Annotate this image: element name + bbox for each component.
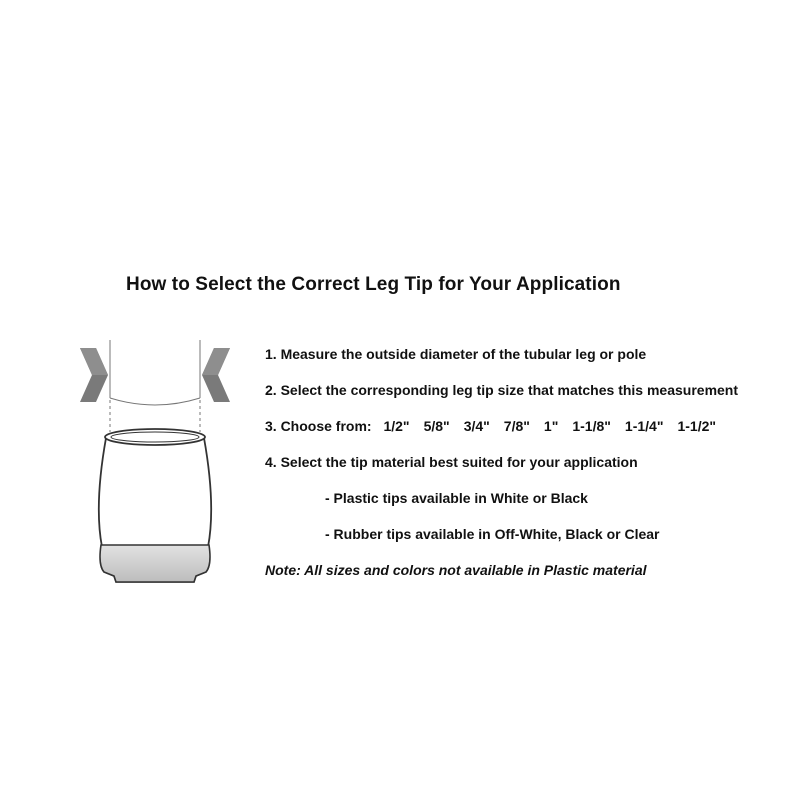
size-option: 1/2" — [383, 418, 410, 434]
step-3-label: 3. Choose from: — [265, 418, 372, 434]
size-option: 1-1/2" — [677, 418, 717, 434]
size-option: 1" — [543, 418, 559, 434]
measure-arrow-left-icon — [202, 348, 230, 402]
size-option: 3/4" — [463, 418, 490, 434]
step-2: 2. Select the corresponding leg tip size that matches this measurement — [265, 382, 739, 398]
leg-tip-diagram — [78, 340, 238, 590]
size-list — [381, 418, 730, 434]
sub-item-rubber: - Rubber tips available in Off-White, Black or Clear — [325, 526, 660, 542]
leg-tip-illustration — [78, 340, 238, 590]
note: Note: All sizes and colors not available in Plastic material — [265, 562, 647, 578]
pole-icon — [110, 340, 200, 432]
size-option: 5/8" — [423, 418, 450, 434]
size-option: 1-1/8" — [572, 418, 611, 434]
size-option: 1-1/4" — [624, 418, 664, 434]
measure-arrow-right-icon — [80, 348, 108, 402]
leg-tip-icon — [99, 429, 211, 582]
step-3 — [265, 418, 730, 434]
step-1: 1. Measure the outside diameter of the tubular leg or pole — [265, 346, 647, 362]
step-4: 4. Select the tip material best suited for your application — [265, 454, 638, 470]
size-option: 7/8" — [503, 418, 530, 434]
page-title: How to Select the Correct Leg Tip for Your Application — [126, 274, 621, 295]
sub-item-plastic: - Plastic tips available in White or Black — [325, 490, 588, 506]
